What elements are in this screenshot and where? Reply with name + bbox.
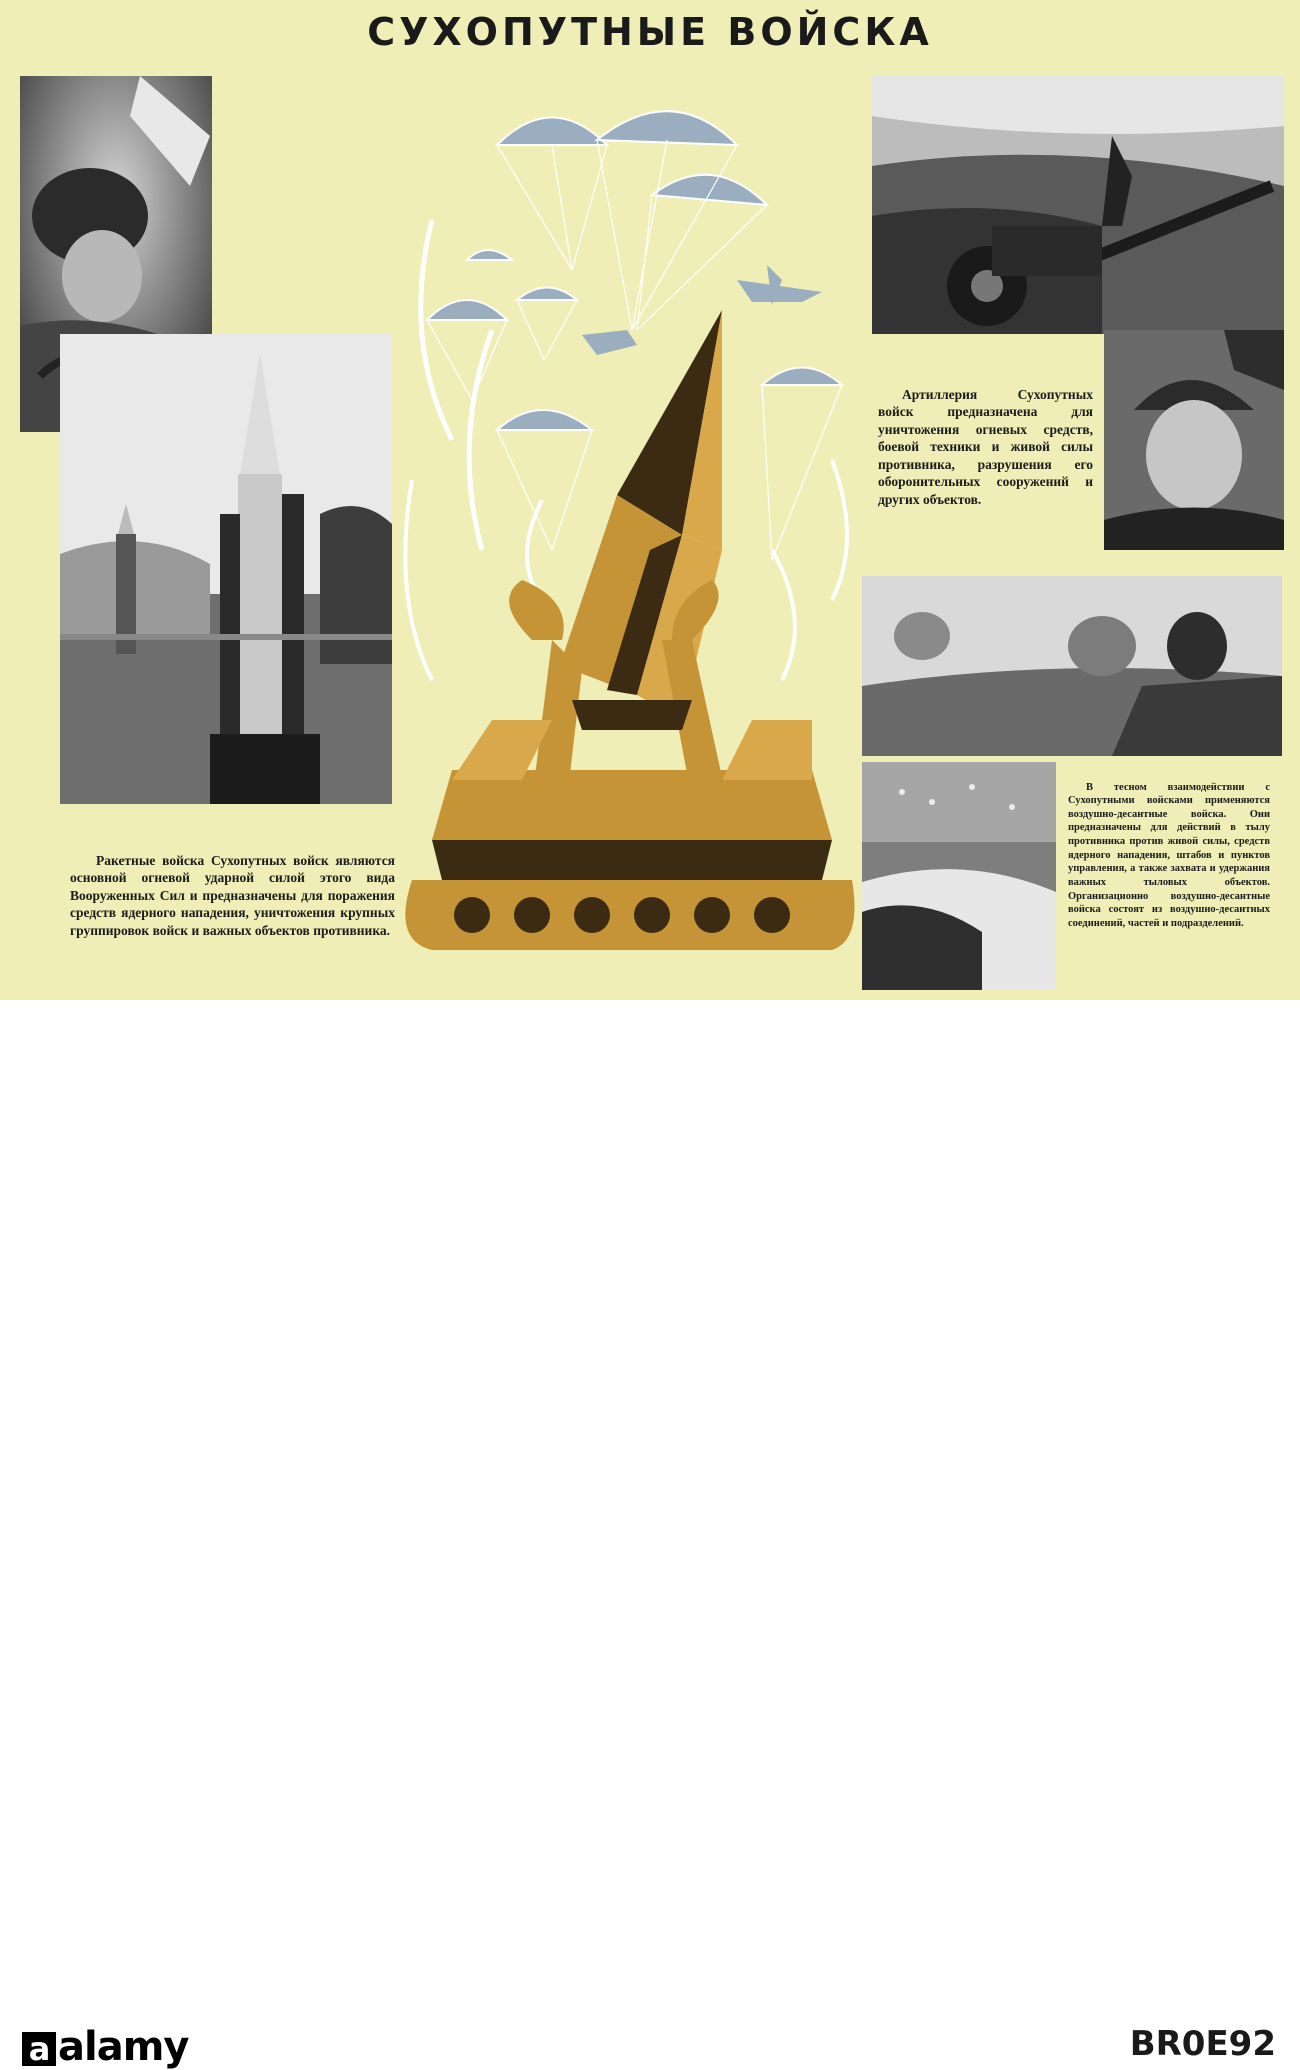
photo-missile-launchers: [60, 334, 392, 804]
image-code: BR0E92: [1129, 2024, 1276, 2064]
caption-artillery: Артиллерия Сухопутных войск предназначена для уничтожения огневых средств, боевой техники и живой силы противника, разрушения его оборонительных сооружений и других объектов.: [878, 386, 1093, 507]
watermark-bar: [0, 1000, 1300, 2070]
illustration-rocket-launcher-paratroopers: [392, 80, 872, 970]
caption-airborne-troops: В тесном взаимодействии с Сухопутными войсками применяются воздушно-десантные войска. Они предназначены для действий в тылу противника против живой силы, средств ядерного нападения, штабов и пунктов управления, а также захвата и удержания важных тыловых объектов. Организационно воздушно-десантные войска состоят из воздушно-десантных соединений, частей и подразделений.: [1068, 781, 1270, 929]
poster-title: СУХОПУТНЫЕ ВОЙСКА: [367, 10, 933, 54]
photo-artillery-crew: [872, 76, 1284, 334]
alamy-logo: a alamy: [22, 2024, 188, 2070]
photo-soldier-portrait: [1104, 330, 1284, 550]
poster: [0, 0, 1300, 1000]
photo-paratroopers-landing: [862, 576, 1282, 756]
photo-paratroopers-sky: [862, 762, 1056, 990]
caption-rocket-troops: Ракетные войска Сухопутных войск являются основной огневой ударной силой этого вида Вооруженных Сил и предназначены для поражения средств ядерного нападения, уничтожения крупных группировок войск и важных объектов противника.: [70, 852, 395, 938]
